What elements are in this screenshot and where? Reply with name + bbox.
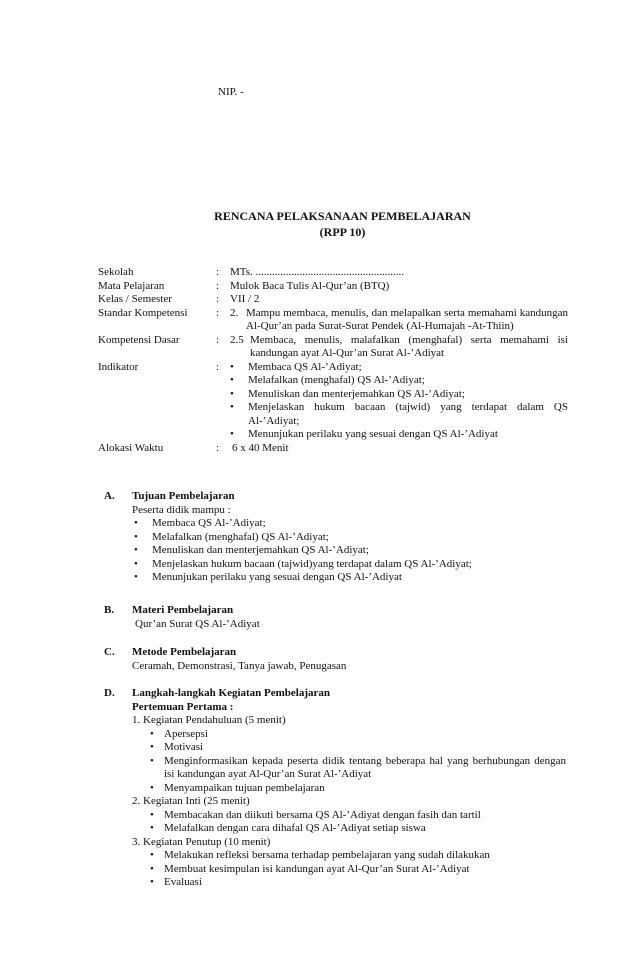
info-colon: : [216, 306, 220, 319]
section-heading: B. Materi Pembelajaran [104, 604, 234, 616]
sk-text: Mampu membaca, menulis, dan melapalkan serta memahami kandungan Al-Qur’an pada Surat-Surat Pendek (Al-Humajah -At-Thiin) [246, 306, 568, 332]
info-value [230, 361, 568, 442]
info-label: Sekolah [98, 266, 134, 278]
info-row-sekolah [98, 266, 568, 280]
bullet-icon: • [134, 544, 138, 556]
list-item: • Apersepsi [150, 727, 208, 740]
list-item: • Evaluasi [150, 876, 202, 888]
kd-number: 2.5 [230, 333, 244, 346]
info-value: VII / 2 [230, 293, 260, 305]
bullet-icon: • [134, 530, 138, 543]
info-colon: : [216, 441, 220, 454]
nip-line: NIP. - [218, 86, 244, 98]
bullet-icon: • [230, 401, 234, 413]
identity-table [98, 266, 568, 455]
bullet-icon: • [230, 428, 234, 440]
info-row-mapel [98, 280, 568, 294]
bullet-icon: • [150, 822, 154, 834]
info-row-waktu [98, 442, 568, 456]
info-label: Indikator [98, 360, 139, 373]
list-item: • Motivasi [150, 741, 204, 753]
list-item: • Menjelaskan hukum bacaan (tajwid)yang terdapat dalam QS Al-’Adiyat; [134, 557, 472, 570]
info-value [230, 307, 568, 334]
list-item: • Menyampaikan tujuan pembelajaran [150, 781, 325, 794]
section-heading: C. Metode Pembelajaran [104, 646, 237, 658]
info-label: Alokasi Waktu [98, 441, 164, 454]
kd-text: Membaca, menulis, malafalkan (menghafal) serta memahami isi kandungan ayat Al-Qur’an Surat Al-’Adiyat [250, 333, 568, 359]
info-row-sk [98, 307, 568, 334]
step-title: 1. Kegiatan Pendahuluan (5 menit) [132, 714, 286, 726]
bullet-icon: • [150, 876, 154, 888]
info-label: Kelas / Semester [98, 293, 172, 305]
bullet-icon: • [134, 517, 138, 529]
list-item: • Melafalkan (menghafal) QS Al-’Adiyat; [230, 374, 425, 386]
bullet-icon: • [230, 387, 234, 400]
section-intro: Peserta didik mampu : [132, 503, 231, 516]
info-row-indikator [98, 361, 568, 442]
info-colon: : [216, 279, 220, 292]
info-value: 6 x 40 Menit [232, 441, 289, 454]
section-subtitle: Pertemuan Pertama : [132, 700, 234, 713]
document-subtitle: (RPP 10) [319, 225, 366, 239]
list-item: • Menjelaskan hukum bacaan (tajwid) yang terdapat dalam QS Al-’Adiyat; [230, 401, 568, 427]
bullet-icon: • [150, 727, 154, 740]
bullet-icon: • [230, 374, 234, 386]
list-item: • Membuat kesimpulan isi kandungan ayat Al-Qur’an Surat Al-’Adiyat [150, 862, 470, 875]
list-item: • Melafalkan (menghafal) QS Al-’Adiyat; [134, 530, 329, 543]
list-item: • Membaca QS Al-’Adiyat; [134, 517, 266, 529]
info-colon: : [216, 333, 220, 346]
section-c [104, 646, 566, 673]
section-heading: D. Langkah-langkah Kegiatan Pembelajaran [104, 687, 331, 699]
bullet-icon: • [134, 571, 138, 583]
list-item: • Menunjukan perilaku yang sesuai dengan QS Al-’Adiyat [230, 428, 498, 440]
section-body [104, 701, 566, 890]
list-item: • Menunjukan perilaku yang sesuai dengan QS Al-’Adiyat [134, 571, 402, 583]
info-row-kelas [98, 293, 568, 307]
list-item: • Menuliskan dan menterjemahkan QS Al-’Adiyat; [134, 544, 369, 556]
list-item: • Melakukan refleksi bersama terhadap pembelajaran yang sudah dilakukan [150, 849, 490, 861]
list-item: • Menuliskan dan menterjemahkan QS Al-’Adiyat; [230, 387, 465, 400]
bullet-icon: • [134, 557, 138, 570]
step-title: 2. Kegiatan Inti (25 menit) [132, 795, 250, 807]
bullet-icon: • [230, 360, 234, 373]
bullet-icon: • [150, 741, 154, 753]
info-value [230, 334, 568, 361]
list-item: • Membaca QS Al-’Adiyat; [230, 360, 362, 373]
bullet-icon: • [150, 781, 154, 794]
bullet-icon: • [150, 862, 154, 875]
section-b [104, 604, 566, 631]
info-colon: : [216, 266, 220, 278]
bullet-icon: • [150, 808, 154, 821]
section-a [104, 490, 566, 585]
section-body: Ceramah, Demonstrasi, Tanya jawab, Penugasan [132, 659, 347, 672]
info-label: Kompetensi Dasar [98, 333, 180, 346]
info-colon: : [216, 360, 220, 373]
list-item: • Melafalkan dengan cara dihafal QS Al-’Adiyat setiap siswa [150, 822, 426, 834]
section-body: Qur’an Surat QS Al-’Adiyat [135, 617, 260, 630]
info-value: Mulok Baca Tulis Al-Qur’an (BTQ) [230, 279, 390, 292]
info-label: Standar Kompetensi [98, 306, 188, 319]
step-title: 3. Kegiatan Penutup (10 menit) [132, 835, 271, 848]
bullet-icon: • [150, 754, 154, 767]
info-row-kd [98, 334, 568, 361]
section-body [104, 504, 566, 585]
bullet-icon: • [150, 849, 154, 861]
info-colon: : [216, 293, 220, 305]
info-value: MTs. ...................................................... [230, 266, 405, 278]
document-title: RENCANA PELAKSANAAN PEMBELAJARAN [214, 209, 471, 223]
section-d [104, 687, 566, 890]
list-item: • Menginformasikan kepada peserta didik tentang beberapa hal yang berhubungan dengan isi kandungan ayat Al-Qur’an Surat Al-’Adiyat [150, 754, 566, 780]
sk-number: 2. [230, 306, 239, 319]
info-label: Mata Pelajaran [98, 279, 165, 292]
list-item: • Membacakan dan diikuti bersama QS Al-’Adiyat dengan fasih dan tartil [150, 808, 481, 821]
section-heading: A. Tujuan Pembelajaran [104, 490, 235, 502]
